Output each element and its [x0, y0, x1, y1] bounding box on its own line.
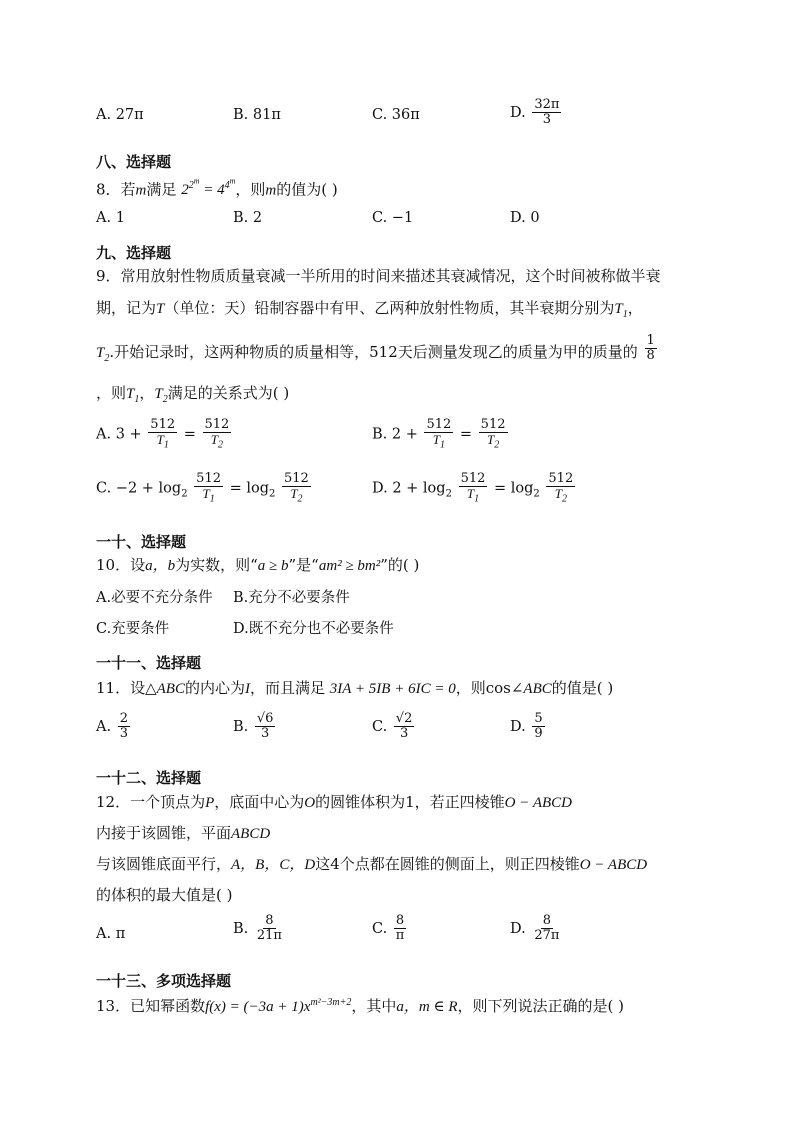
text: ，则	[235, 180, 266, 199]
text: 1	[134, 394, 140, 405]
fraction	[532, 98, 561, 128]
text: ，则下列说法正确的是( )	[457, 997, 624, 1015]
text: 2	[218, 439, 224, 451]
text: 11．设△	[96, 679, 157, 697]
numerator: 512	[460, 471, 486, 486]
denominator	[200, 487, 216, 505]
text: B.	[233, 920, 249, 937]
fraction	[203, 418, 232, 451]
text: B.	[233, 718, 249, 735]
question-12-line3	[96, 853, 647, 874]
fraction	[546, 472, 575, 505]
question-12-line2	[96, 822, 270, 843]
section-heading: 八、选择题	[96, 153, 172, 171]
q10-option-a[interactable]: A.必要不充分条件	[96, 590, 213, 606]
text: ，则	[96, 384, 127, 402]
denominator: 8	[646, 348, 655, 364]
numerator: 512	[548, 471, 574, 486]
text: T	[554, 486, 562, 502]
text: 1	[622, 309, 628, 320]
numerator: 8	[265, 913, 274, 928]
section-heading: 一十、选择题	[96, 533, 187, 551]
fraction	[424, 418, 453, 451]
numerator: 2	[119, 711, 128, 726]
numerator: √2	[395, 711, 413, 726]
denominator: 3	[119, 726, 128, 742]
question-9-line2: 期，记为T（单位：天）铅制容器中有甲、乙两种放射性物质，其半衰期分别为$T_1$，	[96, 299, 643, 320]
denominator: 3	[261, 726, 270, 742]
text: T	[96, 344, 105, 361]
text: 1	[163, 439, 169, 451]
fraction	[479, 418, 508, 451]
text: 1	[474, 493, 480, 505]
exponent: m²−3m+2	[310, 997, 352, 1008]
text: T	[466, 486, 475, 502]
q8-option-a[interactable]: A. 1	[96, 210, 125, 226]
text: log	[246, 480, 270, 497]
fraction	[645, 334, 657, 364]
math-expr: f(x) = (−3a + 1)x	[205, 999, 311, 1015]
denominator	[155, 433, 171, 451]
q12-option-d[interactable]	[510, 914, 563, 944]
math-var: a，b	[145, 558, 176, 574]
denominator	[485, 433, 501, 451]
math-var: m	[265, 182, 277, 199]
fraction	[118, 712, 130, 742]
numerator: 32π	[534, 97, 560, 112]
numerator: 8	[542, 913, 552, 928]
text: T	[154, 386, 163, 402]
section-heading: 一十三、多项选择题	[96, 972, 232, 990]
text: 为实数，则“	[175, 556, 258, 574]
q9-option-c[interactable]: C. $-2 + \log_2$ $\frac{512}{T_1}$ = $\log_2$ $\frac{512}{T_2}$	[96, 471, 309, 505]
text: 8．若	[96, 180, 136, 199]
section-heading: 一十一、选择题	[96, 654, 202, 672]
text: 2	[297, 493, 303, 505]
denominator	[465, 487, 481, 505]
fraction	[394, 712, 415, 742]
q10-option-c[interactable]: C.充要条件	[96, 621, 170, 637]
math-var	[96, 344, 110, 364]
fraction	[532, 712, 544, 742]
q9-option-b[interactable]: B. 2 + $\frac{512}{T_1}$ = $\frac{512}{T_2}$	[372, 417, 506, 451]
math-var	[126, 386, 140, 405]
math-expr: am² ≥ bm²	[318, 558, 381, 574]
q11-option-d[interactable]	[510, 712, 547, 742]
math-var: I	[244, 681, 250, 697]
q8-option-c[interactable]: C. −1	[372, 210, 414, 226]
question-12-line1	[96, 791, 572, 812]
text: 与该圆锥底面平行，	[96, 855, 232, 873]
q7-option-b[interactable]: B. 81π	[233, 107, 281, 123]
section-heading: 一十二、选择题	[96, 769, 202, 787]
text: 10．设	[96, 556, 146, 574]
math-var: ABC	[156, 681, 185, 697]
question-12-line4: 的体积的最大值是( )	[96, 886, 233, 904]
numerator: 512	[196, 471, 221, 486]
denominator	[209, 433, 225, 451]
denominator: 9	[534, 726, 543, 742]
q12-option-b[interactable]	[233, 914, 286, 944]
denominator	[553, 487, 569, 505]
fraction	[255, 914, 284, 944]
math-var: O	[304, 795, 316, 811]
q9-option-a[interactable]: A. 3 + $\frac{512}{T_1}$ = $\frac{512}{T_2}$	[96, 417, 230, 451]
q11-option-a[interactable]	[96, 712, 132, 742]
text: A. 3 +	[96, 426, 142, 443]
text: D. 2 + log	[372, 480, 446, 497]
numerator: 512	[284, 471, 309, 486]
text: C.	[372, 920, 388, 937]
numerator: 512	[426, 417, 452, 432]
numerator: √6	[256, 711, 274, 726]
numerator: 5	[534, 711, 543, 726]
text: 期，记为	[96, 299, 157, 317]
vector-equation: 3IA + 5IB + 6IC = 0	[329, 681, 456, 697]
text: ，而且满足	[249, 679, 325, 697]
denominator: π	[395, 928, 405, 944]
text: T	[432, 432, 440, 448]
text: T	[486, 432, 495, 448]
math-var	[614, 301, 628, 320]
numerator: 8	[395, 913, 405, 928]
text: 2	[104, 352, 110, 364]
numerator: 512	[150, 417, 176, 432]
denominator: 3	[542, 112, 552, 128]
numerator: 512	[204, 417, 230, 432]
math-var: T	[156, 301, 165, 317]
text: 13．已知幂函数	[96, 997, 206, 1015]
text: B. 2 +	[372, 426, 418, 443]
text: T	[614, 301, 623, 317]
q7-option-d[interactable]	[510, 98, 563, 128]
text: A.	[96, 718, 112, 735]
q11-option-b[interactable]	[233, 712, 277, 742]
q11-option-c[interactable]	[372, 712, 416, 742]
fraction	[459, 472, 488, 505]
denominator: 27π	[534, 928, 560, 944]
numerator: 512	[480, 417, 506, 432]
fraction	[394, 914, 407, 944]
fraction	[255, 712, 276, 742]
question-8-stem	[96, 177, 338, 199]
question-9-line3	[96, 333, 659, 368]
text: ，其中	[351, 997, 397, 1015]
denominator	[431, 433, 447, 451]
math-expr: O − ABCD	[579, 857, 648, 873]
math-var	[154, 386, 168, 405]
math-var: ABC	[523, 681, 552, 697]
text: ，底面中心为	[214, 793, 305, 811]
math-expr: a ≥ b	[257, 558, 289, 574]
text: T	[210, 432, 219, 448]
text: 这4个点都在圆锥的侧面上，则正四棱锥	[315, 855, 580, 873]
q8-option-b[interactable]: B. 2	[233, 210, 263, 226]
text: 2	[494, 439, 500, 451]
math-expr: a，m ∈ R	[396, 999, 458, 1015]
q12-option-a[interactable]: A. π	[96, 926, 126, 942]
text: 内接于该圆锥，平面	[96, 824, 232, 842]
denominator: 3	[399, 726, 409, 742]
text: 的圆锥体积为1，若正四棱锥	[315, 793, 505, 811]
q9-option-d[interactable]: D. $2 + \log_2$ $\frac{512}{T_1}$ = $\log_2$ $\frac{512}{T_2}$	[372, 471, 574, 505]
text: 2	[162, 394, 168, 405]
math-expr: ABCD	[231, 826, 271, 842]
text: 的值为( )	[276, 180, 338, 199]
text: ，则cos∠	[455, 679, 524, 697]
math-var: A，B，C，D	[231, 857, 316, 873]
text: 满足	[146, 180, 177, 199]
text: C. −2 + log	[96, 480, 182, 497]
denominator: 21π	[256, 928, 282, 944]
text: 12．一个顶点为	[96, 793, 206, 811]
denominator	[288, 487, 304, 505]
text: （单位：天）铅制容器中有甲、乙两种放射性物质，其半衰期分别为	[164, 299, 615, 317]
text: D.	[510, 718, 526, 735]
fraction	[194, 472, 223, 505]
text: 1	[209, 493, 215, 505]
q10-option-b[interactable]: B.充分不必要条件	[233, 590, 350, 606]
q10-option-d[interactable]: D.既不充分也不必要条件	[233, 621, 394, 637]
q7-option-a[interactable]: A. 27π	[96, 107, 144, 123]
option-label: D.	[510, 104, 526, 121]
q8-option-d[interactable]: D. 0	[510, 210, 540, 226]
text: 的内心为	[184, 679, 245, 697]
q12-option-c[interactable]	[372, 914, 408, 944]
question-13-stem	[96, 995, 624, 1016]
math-expr: O − ABCD	[504, 795, 573, 811]
question-10-stem	[96, 554, 419, 575]
equation: $2^{2^m} = 4^{4^m}$	[181, 177, 236, 199]
text: D.	[510, 920, 526, 937]
text: T	[126, 386, 135, 402]
section-heading: 九、选择题	[96, 244, 172, 262]
text: ”是“	[288, 556, 319, 574]
fraction	[282, 472, 311, 505]
math-var: m	[135, 182, 147, 199]
text: log	[510, 480, 534, 497]
text: 满足的关系式为( )	[167, 384, 290, 402]
text: T	[202, 486, 210, 502]
text: 1	[440, 439, 445, 451]
text: 的值是( )	[551, 679, 614, 697]
text: .开始记录时，这两种物质的质量相等，512天后测量发现乙的质量为甲的质量的	[109, 342, 638, 361]
fraction	[148, 418, 177, 451]
text: T	[290, 486, 298, 502]
fraction	[532, 914, 561, 944]
q7-option-c[interactable]: C. 36π	[372, 107, 420, 123]
text: C.	[372, 718, 388, 735]
text: ”的( )	[380, 556, 420, 574]
text: T	[156, 432, 164, 448]
math-var: P	[205, 795, 215, 811]
question-11-stem	[96, 677, 613, 698]
numerator: 1	[646, 333, 655, 348]
question-9-line1: 9．常用放射性物质质量衰减一半所用的时间来描述其衰减情况，这个时间被称做半衰	[96, 267, 661, 285]
question-9-line4: ，则$T_1$，$T_2$满足的关系式为( )	[96, 384, 290, 405]
text: 2	[561, 493, 567, 505]
